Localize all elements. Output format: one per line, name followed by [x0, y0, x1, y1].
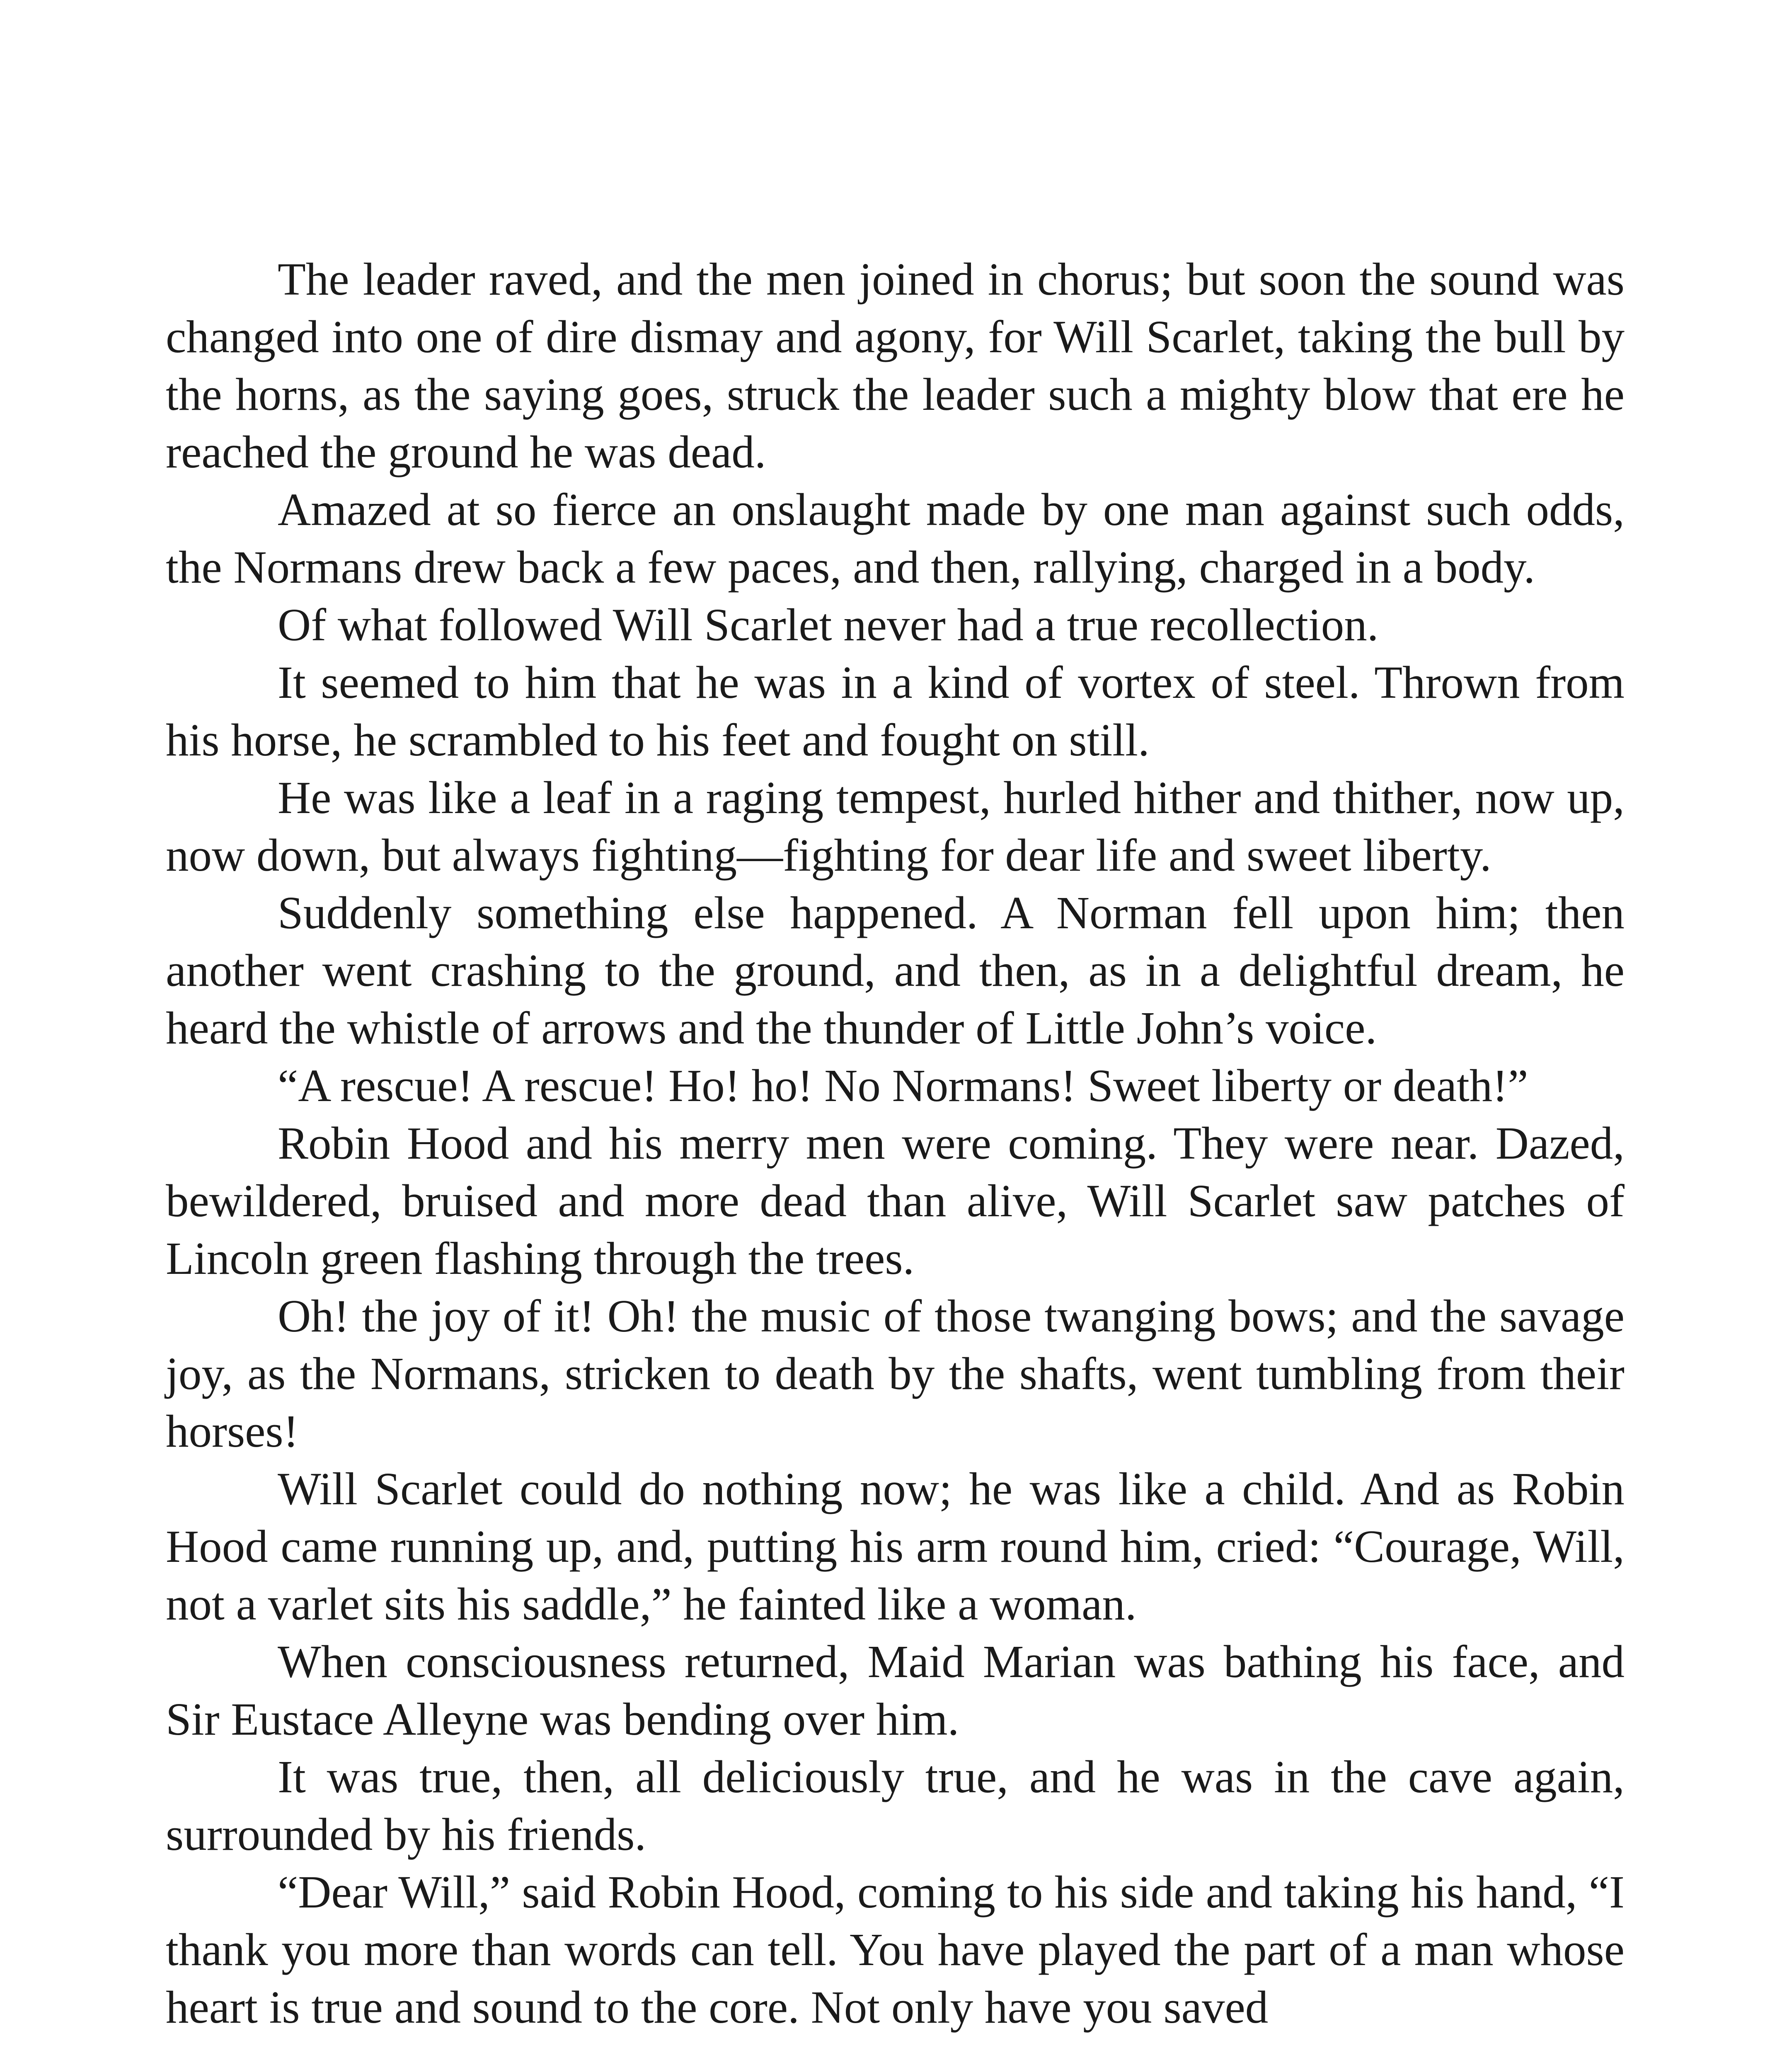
paragraph: Suddenly something else happened. A Norman fell upon him; then another went crashing to the ground, and then, as in a delightful dream, he heard the whistle of arrows and the thunder of Little John’s voice.: [166, 888, 1625, 1054]
paragraph: Amazed at so fierce an onslaught made by one man against such odds, the Normans drew back a few paces, and then, rallying, charged in a body.: [166, 484, 1625, 593]
paragraph: It seemed to him that he was in a kind of vortex of steel. Thrown from his horse, he scrambled to his feet and fought on still.: [166, 657, 1625, 766]
paragraph: “Dear Will,” said Robin Hood, coming to his side and taking his hand, “I thank you more than words can tell. You have played the part of a man whose heart is true and sound to the core. Not only have you saved: [166, 1867, 1625, 2033]
paragraph: Will Scarlet could do nothing now; he was like a child. And as Robin Hood came running up, and, putting his arm round him, cried: “Courage, Will, not a varlet sits his saddle,” he fainted like a woman.: [166, 1464, 1625, 1630]
paragraph: Of what followed Will Scarlet never had a true recollection.: [278, 600, 1379, 651]
page-body-text: [166, 251, 1625, 2036]
paragraph: He was like a leaf in a raging tempest, hurled hither and thither, now up, now down, but always fighting—fighting for dear life and sweet liberty.: [166, 772, 1625, 881]
paragraph: Robin Hood and his merry men were coming. They were near. Dazed, bewildered, bruised and more dead than alive, Will Scarlet saw patches of Lincoln green flashing through the trees.: [166, 1118, 1625, 1284]
paragraph: When consciousness returned, Maid Marian was bathing his face, and Sir Eustace Alleyne was bending over him.: [166, 1636, 1625, 1745]
paragraph: “A rescue! A rescue! Ho! ho! No Normans! Sweet liberty or death!”: [278, 1060, 1528, 1111]
paragraph: It was true, then, all deliciously true, and he was in the cave again, surrounded by his friends.: [166, 1752, 1625, 1860]
paragraph: Oh! the joy of it! Oh! the music of those twanging bows; and the savage joy, as the Normans, stricken to death by the shafts, went tumbling from their horses!: [166, 1291, 1625, 1457]
paragraph: The leader raved, and the men joined in chorus; but soon the sound was changed into one of dire dismay and agony, for Will Scarlet, taking the bull by the horns, as the saying goes, struck the leader such a mighty blow that ere he reached the ground he was dead.: [166, 254, 1625, 478]
